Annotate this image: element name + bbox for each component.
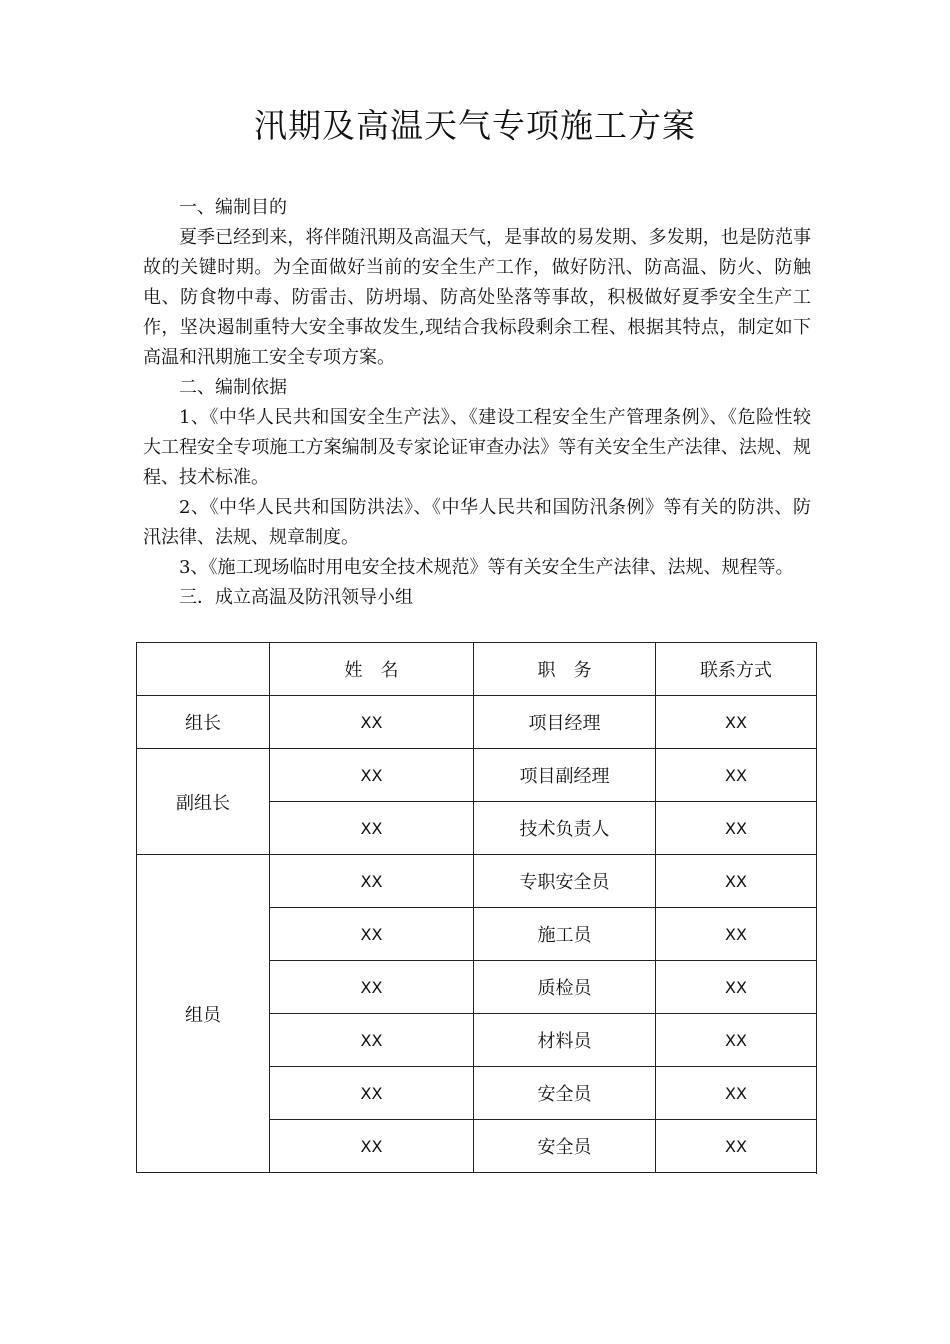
table-row <box>137 855 817 908</box>
contact-cell: XX <box>656 1067 817 1120</box>
contact-cell: XX <box>656 749 817 802</box>
name-cell: XX <box>270 696 474 749</box>
table-row <box>137 749 817 802</box>
contact-cell: XX <box>656 855 817 908</box>
name-cell: XX <box>270 855 474 908</box>
contact-cell: XX <box>656 802 817 855</box>
position-cell: 项目经理 <box>474 696 656 749</box>
header-cell-role <box>137 643 270 696</box>
header-cell-position: 职 务 <box>474 643 656 696</box>
position-cell: 安全员 <box>474 1067 656 1120</box>
name-cell: XX <box>270 1014 474 1067</box>
basis-item-2: 2、《中华人民共和国防洪法》、《中华人民共和国防汛条例》等有关的防洪、防汛法律、法规、规章制度。 <box>143 497 811 548</box>
position-cell: 专职安全员 <box>474 855 656 908</box>
name-cell: XX <box>270 1067 474 1120</box>
leadership-team-table <box>136 642 817 1173</box>
name-cell: XX <box>270 961 474 1014</box>
position-cell: 技术负责人 <box>474 802 656 855</box>
name-cell: XX <box>270 749 474 802</box>
name-cell: XX <box>270 908 474 961</box>
position-cell: 安全员 <box>474 1120 656 1173</box>
header-cell-contact: 联系方式 <box>656 643 817 696</box>
role-cell-member: 组员 <box>137 855 270 1173</box>
table-header-row <box>137 643 817 696</box>
basis-item-3: 3、《施工现场临时用电安全技术规范》等有关安全生产法律、法规、规程等。 <box>179 557 794 578</box>
role-cell-deputy: 副组长 <box>137 749 270 855</box>
contact-cell: XX <box>656 696 817 749</box>
contact-cell: XX <box>656 961 817 1014</box>
purpose-heading: 一、编制目的 <box>179 197 287 218</box>
name-cell: XX <box>270 802 474 855</box>
basis-item-1: 1、《中华人民共和国安全生产法》、《建设工程安全生产管理条例》、《危险性较大工程安全专项施工方案编制及专家论证审查办法》等有关安全生产法律、法规、规程、技术标准。 <box>143 407 811 488</box>
position-cell: 质检员 <box>474 961 656 1014</box>
role-cell-leader: 组长 <box>137 696 270 749</box>
group-heading: 三．成立高温及防汛领导小组 <box>179 587 413 608</box>
position-cell: 材料员 <box>474 1014 656 1067</box>
contact-cell: XX <box>656 908 817 961</box>
purpose-paragraph: 夏季已经到来，将伴随汛期及高温天气，是事故的易发期、多发期，也是防范事故的关键时期。为全面做好当前的安全生产工作，做好防汛、防高温、防火、防触电、防食物中毒、防雷击、防坍塌、防高处坠落等事故，积极做好夏季安全生产工作，坚决遏制重特大安全事故发生,现结合我标段剩余工程、根据其特点，制定如下高温和汛期施工安全专项方案。 <box>143 227 811 368</box>
name-cell: XX <box>270 1120 474 1173</box>
document-body <box>143 193 811 613</box>
contact-cell: XX <box>656 1014 817 1067</box>
table-right-border-line <box>816 642 817 1174</box>
table-row <box>137 696 817 749</box>
position-cell: 施工员 <box>474 908 656 961</box>
position-cell: 项目副经理 <box>474 749 656 802</box>
contact-cell: XX <box>656 1120 817 1173</box>
basis-heading: 二、编制依据 <box>179 377 287 398</box>
header-cell-name: 姓 名 <box>270 643 474 696</box>
document-title: 汛期及高温天气专项施工方案 <box>254 106 696 145</box>
